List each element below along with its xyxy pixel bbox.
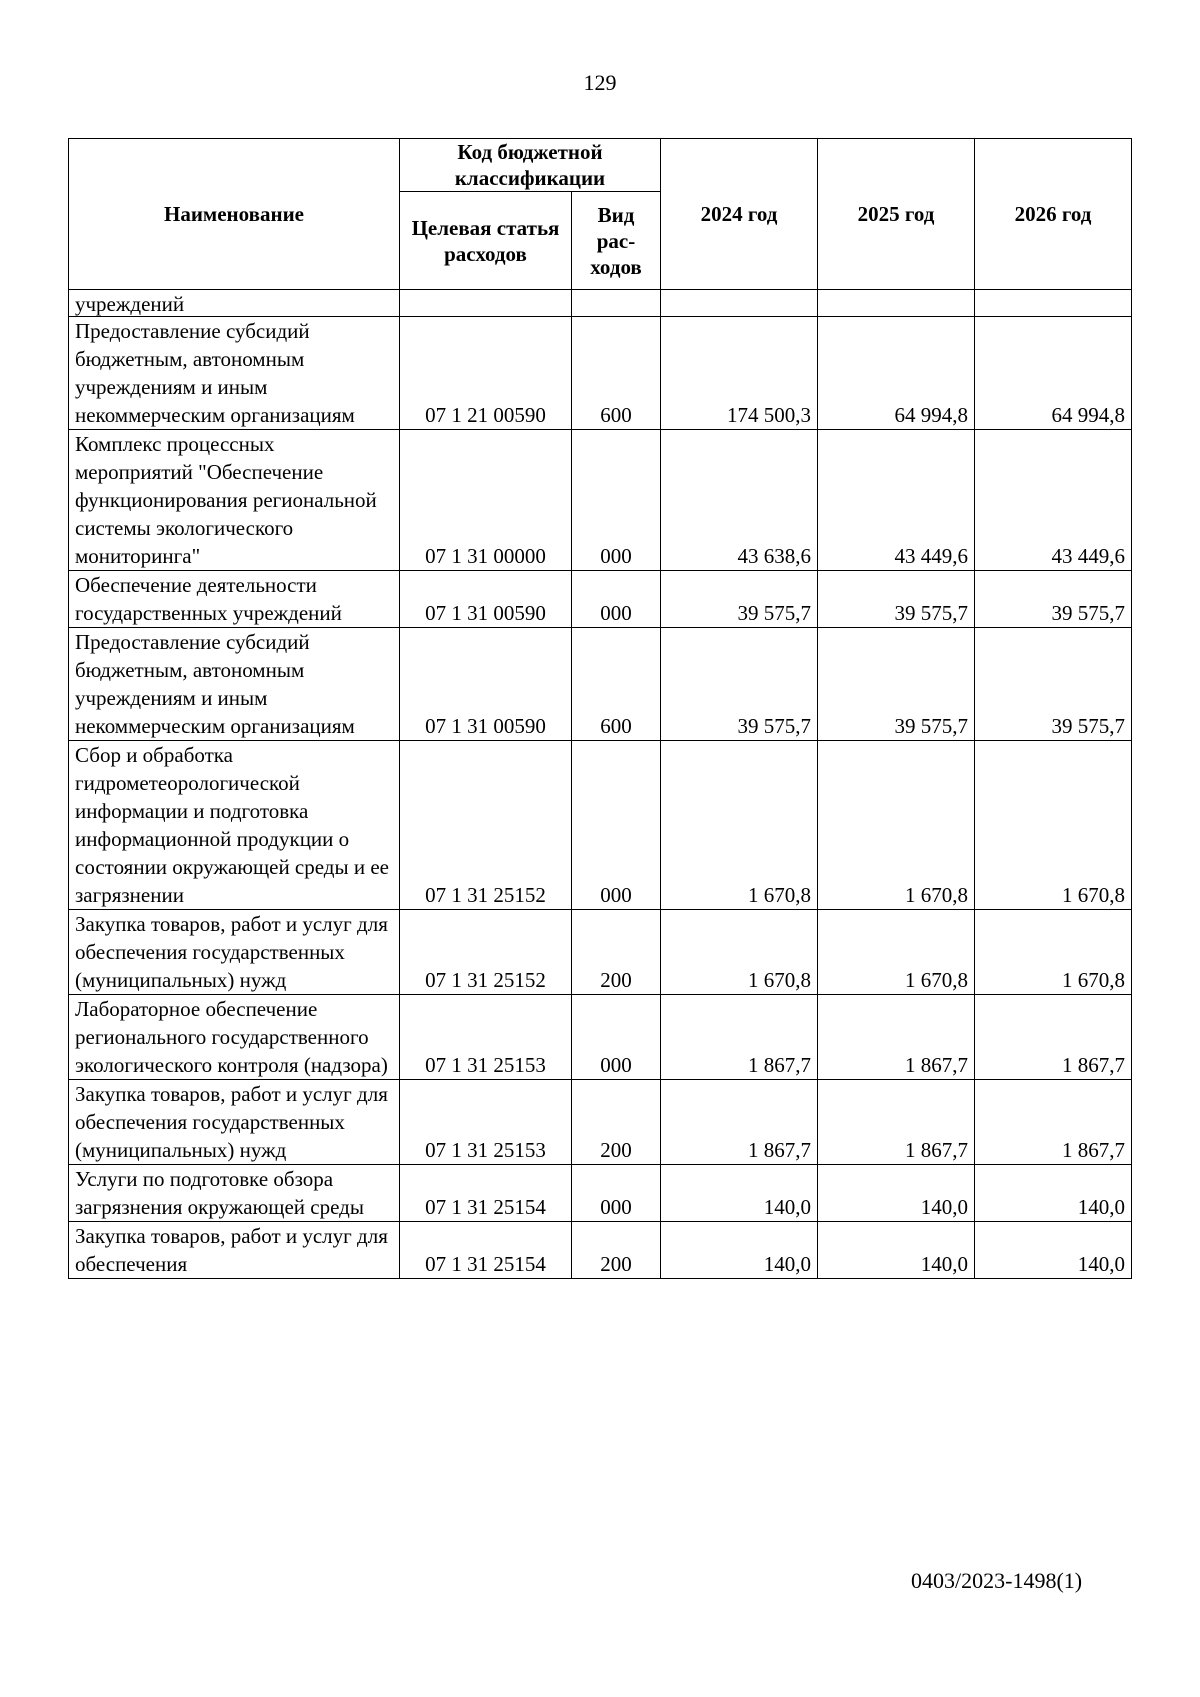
row-2024: 1 867,7 [661, 995, 818, 1080]
row-code [400, 290, 572, 317]
row-code: 07 1 31 25153 [400, 1080, 572, 1165]
row-code: 07 1 31 25154 [400, 1222, 572, 1279]
row-2026: 43 449,6 [975, 430, 1132, 571]
row-name: Предоставление субсидий бюджетным, автономным учреждениям и иным некоммерческим организациям [69, 317, 400, 430]
row-vid [572, 290, 661, 317]
row-2024: 140,0 [661, 1165, 818, 1222]
header-2024: 2024 год [661, 139, 818, 290]
row-code: 07 1 31 25153 [400, 995, 572, 1080]
row-vid: 200 [572, 1080, 661, 1165]
row-code: 07 1 21 00590 [400, 317, 572, 430]
header-expense-type: Вид рас-ходов [572, 192, 661, 290]
row-2026: 39 575,7 [975, 571, 1132, 628]
row-2026: 64 994,8 [975, 317, 1132, 430]
row-2024: 174 500,3 [661, 317, 818, 430]
row-2025: 39 575,7 [818, 628, 975, 741]
table-row [69, 995, 1132, 1080]
row-name: Закупка товаров, работ и услуг для обеспечения [69, 1222, 400, 1279]
row-2024: 1 670,8 [661, 741, 818, 910]
row-2025: 140,0 [818, 1165, 975, 1222]
row-2025: 1 867,7 [818, 995, 975, 1080]
row-2025: 43 449,6 [818, 430, 975, 571]
row-2026: 1 867,7 [975, 995, 1132, 1080]
table-row [69, 628, 1132, 741]
row-2026: 1 670,8 [975, 741, 1132, 910]
row-vid: 200 [572, 910, 661, 995]
header-2025: 2025 год [818, 139, 975, 290]
row-2024: 39 575,7 [661, 628, 818, 741]
row-2026: 140,0 [975, 1165, 1132, 1222]
row-vid: 200 [572, 1222, 661, 1279]
row-name: Обеспечение деятельности государственных учреждений [69, 571, 400, 628]
row-name: Закупка товаров, работ и услуг для обеспечения государственных (муниципальных) нужд [69, 910, 400, 995]
row-2025: 1 670,8 [818, 741, 975, 910]
row-name: Предоставление субсидий бюджетным, автономным учреждениям и иным некоммерческим организациям [69, 628, 400, 741]
row-name: учреждений [69, 290, 400, 317]
row-vid: 000 [572, 995, 661, 1080]
table-row [69, 1080, 1132, 1165]
row-vid: 000 [572, 430, 661, 571]
row-2024: 1 867,7 [661, 1080, 818, 1165]
row-vid: 000 [572, 741, 661, 910]
row-vid: 600 [572, 628, 661, 741]
table-row [69, 571, 1132, 628]
row-2026 [975, 290, 1132, 317]
table-row [69, 1165, 1132, 1222]
table-row [69, 290, 1132, 317]
row-2025: 39 575,7 [818, 571, 975, 628]
row-code: 07 1 31 00590 [400, 571, 572, 628]
row-name: Закупка товаров, работ и услуг для обеспечения государственных (муниципальных) нужд [69, 1080, 400, 1165]
row-code: 07 1 31 00000 [400, 430, 572, 571]
table-row [69, 317, 1132, 430]
row-name: Услуги по подготовке обзора загрязнения окружающей среды [69, 1165, 400, 1222]
row-2024: 1 670,8 [661, 910, 818, 995]
table-row [69, 1222, 1132, 1279]
row-2024 [661, 290, 818, 317]
row-code: 07 1 31 25152 [400, 741, 572, 910]
row-2026: 1 670,8 [975, 910, 1132, 995]
row-name: Сбор и обработка гидрометеорологической информации и подготовка информационной продукции о состоянии окружающей среды и ее загрязнении [69, 741, 400, 910]
budget-table [68, 138, 1132, 1279]
document-code: 0403/2023-1498(1) [911, 1568, 1083, 1593]
row-2025: 1 670,8 [818, 910, 975, 995]
row-code: 07 1 31 00590 [400, 628, 572, 741]
row-2026: 1 867,7 [975, 1080, 1132, 1165]
row-2024: 140,0 [661, 1222, 818, 1279]
table-row [69, 910, 1132, 995]
row-name: Лабораторное обеспечение регионального государственного экологического контроля (надзора) [69, 995, 400, 1080]
row-2025: 1 867,7 [818, 1080, 975, 1165]
header-code-group: Код бюджетной классификации [400, 139, 661, 192]
row-2026: 140,0 [975, 1222, 1132, 1279]
table-header [69, 139, 1132, 290]
row-2025: 140,0 [818, 1222, 975, 1279]
page-number: 129 [583, 70, 617, 95]
header-target-article: Целевая статья расходов [400, 192, 572, 290]
row-code: 07 1 31 25154 [400, 1165, 572, 1222]
row-2025: 64 994,8 [818, 317, 975, 430]
row-2026: 39 575,7 [975, 628, 1132, 741]
row-2024: 39 575,7 [661, 571, 818, 628]
row-name: Комплекс процессных мероприятий "Обеспечение функционирования региональной системы экологического мониторинга" [69, 430, 400, 571]
row-vid: 000 [572, 571, 661, 628]
table-row [69, 430, 1132, 571]
row-vid: 000 [572, 1165, 661, 1222]
table-row [69, 741, 1132, 910]
row-2025 [818, 290, 975, 317]
row-2024: 43 638,6 [661, 430, 818, 571]
row-vid: 600 [572, 317, 661, 430]
row-code: 07 1 31 25152 [400, 910, 572, 995]
header-2026: 2026 год [975, 139, 1132, 290]
header-name: Наименование [69, 139, 400, 290]
